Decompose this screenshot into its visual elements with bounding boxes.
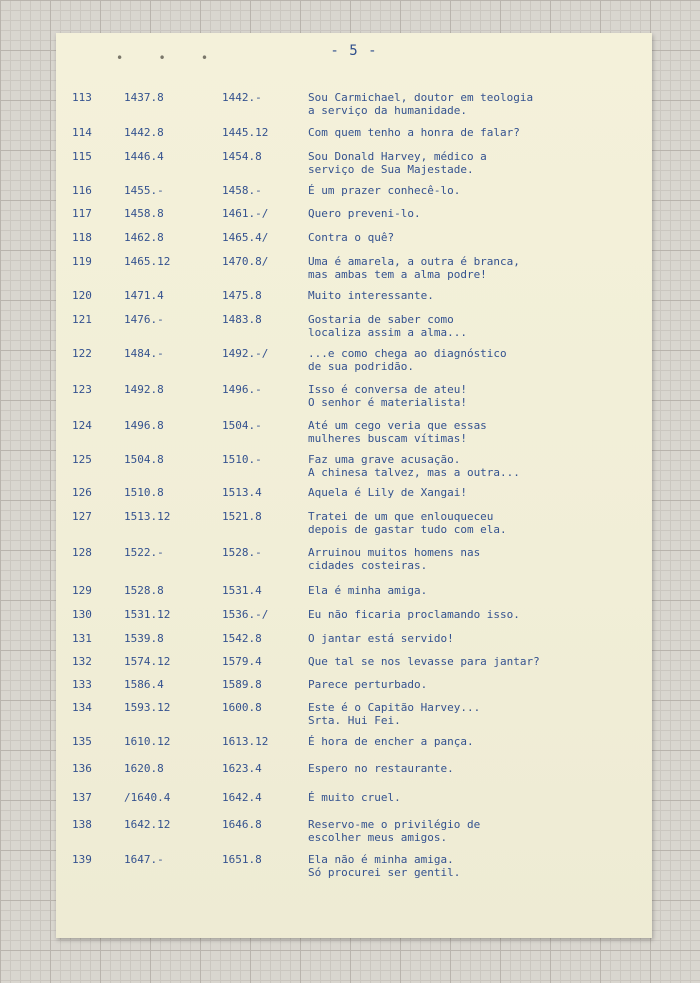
subtitle-text bbox=[308, 701, 648, 727]
entry-number: 130 bbox=[72, 608, 92, 621]
subtitle-text bbox=[308, 184, 648, 197]
time-in: 1442.8 bbox=[124, 126, 164, 139]
time-out: 1531.4 bbox=[222, 584, 262, 597]
subtitle-line: localiza assim a alma... bbox=[308, 326, 467, 339]
time-in: 1458.8 bbox=[124, 207, 164, 220]
time-in: 1465.12 bbox=[124, 255, 171, 268]
entry-number: 126 bbox=[72, 486, 92, 499]
subtitle-line: Reservo-me o privilégio de bbox=[308, 818, 481, 831]
subtitle-text bbox=[308, 762, 648, 775]
subtitle-line: Isso é conversa de ateu! bbox=[308, 383, 467, 396]
subtitle-text bbox=[308, 818, 648, 844]
time-out: 1646.8 bbox=[222, 818, 262, 831]
subtitle-line: de sua podridão. bbox=[308, 360, 414, 373]
entry-number: 131 bbox=[72, 632, 92, 645]
time-in: 1522.- bbox=[124, 546, 164, 559]
time-in: 1528.8 bbox=[124, 584, 164, 597]
subtitle-text bbox=[308, 383, 648, 409]
entry-number: 115 bbox=[72, 150, 92, 163]
entry-number: 118 bbox=[72, 231, 92, 244]
subtitle-line: Sou Carmichael, doutor em teologia bbox=[308, 91, 534, 104]
subtitle-line: Com quem tenho a honra de falar? bbox=[308, 126, 520, 139]
subtitle-line: Aquela é Lily de Xangai! bbox=[308, 486, 467, 499]
entry-number: 119 bbox=[72, 255, 92, 268]
subtitle-line: Eu não ficaria proclamando isso. bbox=[308, 608, 520, 621]
subtitle-line: A chinesa talvez, mas a outra... bbox=[308, 466, 520, 479]
time-out: 1483.8 bbox=[222, 313, 262, 326]
time-out: 1470.8/ bbox=[222, 255, 269, 268]
time-in: 1513.12 bbox=[124, 510, 171, 523]
time-in: 1455.- bbox=[124, 184, 164, 197]
subtitle-line: mulheres buscam vítimas! bbox=[308, 432, 467, 445]
subtitle-text bbox=[308, 608, 648, 621]
entry-number: 133 bbox=[72, 678, 92, 691]
subtitle-line: O senhor é materialista! bbox=[308, 396, 467, 409]
subtitle-line: Faz uma grave acusação. bbox=[308, 453, 461, 466]
time-out: 1613.12 bbox=[222, 735, 269, 748]
subtitle-text bbox=[308, 486, 648, 499]
subtitle-line: Muito interessante. bbox=[308, 289, 434, 302]
entry-number: 122 bbox=[72, 347, 92, 360]
time-in: 1496.8 bbox=[124, 419, 164, 432]
entry-number: 124 bbox=[72, 419, 92, 432]
page-number: - 5 - bbox=[330, 43, 378, 59]
entry-number: 132 bbox=[72, 655, 92, 668]
subtitle-text bbox=[308, 632, 648, 645]
time-out: 1458.- bbox=[222, 184, 262, 197]
time-in: 1531.12 bbox=[124, 608, 171, 621]
subtitle-text bbox=[308, 150, 648, 176]
entry-number: 134 bbox=[72, 701, 92, 714]
time-in: 1620.8 bbox=[124, 762, 164, 775]
time-in: 1504.8 bbox=[124, 453, 164, 466]
time-in: /1640.4 bbox=[124, 791, 171, 804]
entry-number: 125 bbox=[72, 453, 92, 466]
entry-number: 127 bbox=[72, 510, 92, 523]
time-out: 1651.8 bbox=[222, 853, 262, 866]
time-out: 1521.8 bbox=[222, 510, 262, 523]
entry-number: 136 bbox=[72, 762, 92, 775]
subtitle-text bbox=[308, 126, 648, 139]
subtitle-line: É hora de encher a pança. bbox=[308, 735, 474, 748]
subtitle-line: Parece perturbado. bbox=[308, 678, 428, 691]
time-in: 1593.12 bbox=[124, 701, 171, 714]
subtitle-text bbox=[308, 678, 648, 691]
subtitle-line: escolher meus amigos. bbox=[308, 831, 448, 844]
subtitle-line: mas ambas tem a alma podre! bbox=[308, 268, 487, 281]
time-in: 1610.12 bbox=[124, 735, 171, 748]
time-in: 1484.- bbox=[124, 347, 164, 360]
time-out: 1589.8 bbox=[222, 678, 262, 691]
time-out: 1454.8 bbox=[222, 150, 262, 163]
subtitle-line: É um prazer conhecê-lo. bbox=[308, 184, 461, 197]
subtitle-line: Tratei de um que enlouqueceu bbox=[308, 510, 494, 523]
time-out: 1442.- bbox=[222, 91, 262, 104]
subtitle-line: Este é o Capitão Harvey... bbox=[308, 701, 481, 714]
subtitle-text bbox=[308, 207, 648, 220]
subtitle-text bbox=[308, 231, 648, 244]
subtitle-text bbox=[308, 584, 648, 597]
subtitle-line: Sou Donald Harvey, médico a bbox=[308, 150, 487, 163]
time-in: 1492.8 bbox=[124, 383, 164, 396]
time-in: 1471.4 bbox=[124, 289, 164, 302]
entry-number: 117 bbox=[72, 207, 92, 220]
time-out: 1513.4 bbox=[222, 486, 262, 499]
time-out: 1536.-/ bbox=[222, 608, 269, 621]
time-out: 1528.- bbox=[222, 546, 262, 559]
subtitle-line: Srta. Hui Fei. bbox=[308, 714, 401, 727]
time-out: 1510.- bbox=[222, 453, 262, 466]
subtitle-line: serviço de Sua Majestade. bbox=[308, 163, 474, 176]
subtitle-text bbox=[308, 255, 648, 281]
subtitle-text bbox=[308, 313, 648, 339]
time-in: 1647.- bbox=[124, 853, 164, 866]
subtitle-line: Arruinou muitos homens nas bbox=[308, 546, 481, 559]
time-out: 1492.-/ bbox=[222, 347, 269, 360]
entry-number: 137 bbox=[72, 791, 92, 804]
time-out: 1579.4 bbox=[222, 655, 262, 668]
subtitle-text bbox=[308, 853, 648, 879]
subtitle-text bbox=[308, 735, 648, 748]
time-in: 1586.4 bbox=[124, 678, 164, 691]
time-in: 1539.8 bbox=[124, 632, 164, 645]
punch-marks: • • • bbox=[116, 51, 223, 65]
subtitle-line: É muito cruel. bbox=[308, 791, 401, 804]
subtitle-text bbox=[308, 453, 648, 479]
subtitle-line: Espero no restaurante. bbox=[308, 762, 454, 775]
entry-number: 116 bbox=[72, 184, 92, 197]
subtitle-line: Até um cego veria que essas bbox=[308, 419, 487, 432]
subtitle-line: Ela não é minha amiga. bbox=[308, 853, 454, 866]
entry-number: 135 bbox=[72, 735, 92, 748]
subtitle-line: cidades costeiras. bbox=[308, 559, 428, 572]
entry-number: 128 bbox=[72, 546, 92, 559]
time-out: 1465.4/ bbox=[222, 231, 269, 244]
time-in: 1437.8 bbox=[124, 91, 164, 104]
entry-number: 121 bbox=[72, 313, 92, 326]
subtitle-line: a serviço da humanidade. bbox=[308, 104, 467, 117]
time-out: 1496.- bbox=[222, 383, 262, 396]
entry-number: 129 bbox=[72, 584, 92, 597]
entry-number: 123 bbox=[72, 383, 92, 396]
time-in: 1462.8 bbox=[124, 231, 164, 244]
typed-page bbox=[56, 33, 652, 938]
subtitle-text bbox=[308, 419, 648, 445]
subtitle-line: Contra o quê? bbox=[308, 231, 395, 244]
time-out: 1475.8 bbox=[222, 289, 262, 302]
subtitle-text bbox=[308, 289, 648, 302]
subtitle-text bbox=[308, 546, 648, 572]
subtitle-line: Que tal se nos levasse para jantar? bbox=[308, 655, 540, 668]
time-in: 1510.8 bbox=[124, 486, 164, 499]
subtitle-line: ...e como chega ao diagnóstico bbox=[308, 347, 507, 360]
subtitle-text bbox=[308, 655, 648, 668]
time-out: 1642.4 bbox=[222, 791, 262, 804]
subtitle-line: Uma é amarela, a outra é branca, bbox=[308, 255, 520, 268]
subtitle-line: Quero preveni-lo. bbox=[308, 207, 421, 220]
subtitle-line: O jantar está servido! bbox=[308, 632, 454, 645]
subtitle-line: Ela é minha amiga. bbox=[308, 584, 428, 597]
time-out: 1445.12 bbox=[222, 126, 269, 139]
time-out: 1461.-/ bbox=[222, 207, 269, 220]
subtitle-text bbox=[308, 347, 648, 373]
entry-number: 114 bbox=[72, 126, 92, 139]
time-out: 1600.8 bbox=[222, 701, 262, 714]
subtitle-text bbox=[308, 510, 648, 536]
time-out: 1542.8 bbox=[222, 632, 262, 645]
entry-number: 138 bbox=[72, 818, 92, 831]
entry-number: 139 bbox=[72, 853, 92, 866]
time-out: 1623.4 bbox=[222, 762, 262, 775]
time-in: 1446.4 bbox=[124, 150, 164, 163]
entry-number: 120 bbox=[72, 289, 92, 302]
time-out: 1504.- bbox=[222, 419, 262, 432]
time-in: 1476.- bbox=[124, 313, 164, 326]
time-in: 1574.12 bbox=[124, 655, 171, 668]
subtitle-line: depois de gastar tudo com ela. bbox=[308, 523, 507, 536]
subtitle-line: Gostaria de saber como bbox=[308, 313, 454, 326]
subtitle-text bbox=[308, 91, 648, 117]
subtitle-text bbox=[308, 791, 648, 804]
subtitle-line: Só procurei ser gentil. bbox=[308, 866, 461, 879]
entry-number: 113 bbox=[72, 91, 92, 104]
time-in: 1642.12 bbox=[124, 818, 171, 831]
